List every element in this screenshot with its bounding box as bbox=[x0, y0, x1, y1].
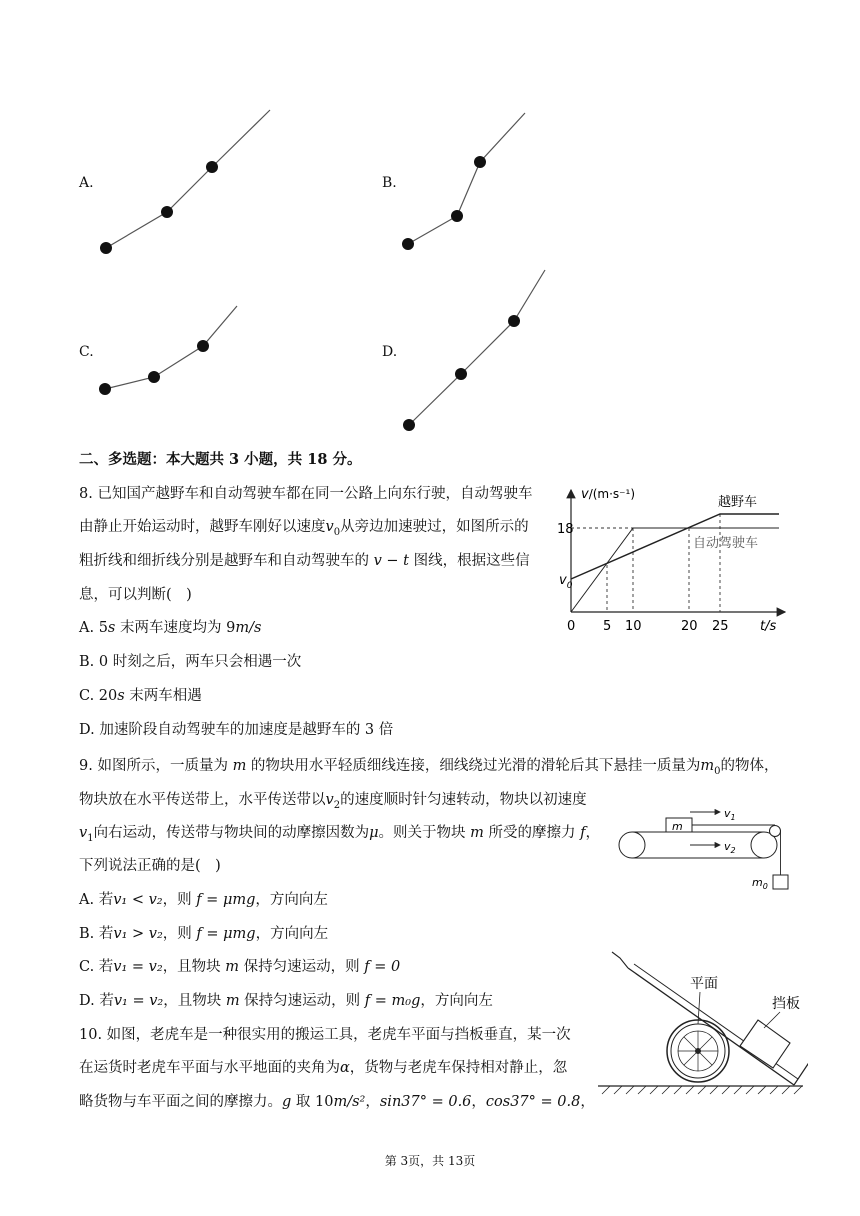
q8-option-a[interactable]: A. 5s 末两车速度均为 9m/s bbox=[79, 620, 262, 636]
q8-option-d[interactable]: D. 加速阶段自动驾驶车的加速度是越野车的 3 倍 bbox=[79, 722, 394, 738]
y-tick-18: 18 bbox=[557, 522, 574, 537]
legend-suv: 越野车 bbox=[718, 495, 758, 510]
pulley bbox=[770, 826, 781, 837]
vt-graph bbox=[555, 480, 795, 640]
q8-line4: 息，可以判断( ) bbox=[79, 587, 192, 603]
option-d-label: D. bbox=[382, 344, 398, 360]
q9-option-d[interactable]: D. 若v₁ = v₂，且物块 m 保持匀速运动，则 f = m₀g，方向向左 bbox=[79, 993, 493, 1009]
option-a-label: A. bbox=[79, 175, 94, 191]
q9-line2: 物块放在水平传送带上，水平传送带以$v_2$的速度顺时针匀速转动，物块以初速度 bbox=[79, 792, 587, 811]
hanging-mass-m0 bbox=[773, 875, 788, 889]
x-axis-label: t/s bbox=[760, 619, 777, 634]
q9-option-b[interactable]: B. 若v₁ > v₂，则 f = μmg，方向向左 bbox=[79, 926, 329, 942]
q8-line2: 由静止开始运动时，越野车刚好以速度$v_0$从旁边加速驶过，如图所示的 bbox=[79, 519, 529, 538]
x-tick-20: 20 bbox=[681, 619, 698, 634]
option-a-figure bbox=[95, 100, 280, 260]
option-c-label: C. bbox=[79, 344, 94, 360]
q8-option-b[interactable]: B. 0 时刻之后，两车只会相遇一次 bbox=[79, 654, 302, 670]
q10-line2: 在运货时老虎车平面与水平地面的夹角为α，货物与老虎车保持相对静止，忽 bbox=[79, 1060, 568, 1076]
svg-text:m: m bbox=[672, 820, 683, 833]
q8-line1: 8. 已知国产越野车和自动驾驶车都在同一公路上向东行驶，自动驾驶车 bbox=[79, 486, 533, 502]
page-footer: 第 3页，共 13页 bbox=[384, 1154, 476, 1168]
option-d-figure bbox=[398, 262, 553, 434]
label-plane: 平面 bbox=[690, 976, 718, 992]
y-tick-v0: $v_0$ bbox=[559, 573, 573, 591]
q8-option-c[interactable]: C. 20s 末两车相遇 bbox=[79, 688, 202, 704]
option-b-figure bbox=[398, 105, 533, 255]
q9-line1: 9. 如图所示，一质量为 m 的物块用水平轻质细线连接，细线绕过光滑的滑轮后其下悬挂一质量为$m_0$的物体， bbox=[79, 758, 779, 777]
q9-option-c[interactable]: C. 若v₁ = v₂，且物块 m 保持匀速运动，则 f = 0 bbox=[79, 959, 401, 975]
q9-line3: $v_1$向右运动，传送带与物块间的动摩擦因数为μ。则关于物块 m 所受的摩擦力 f， bbox=[79, 825, 600, 844]
y-axis-label: v/(m·s⁻¹) bbox=[581, 487, 636, 502]
x-tick-10: 10 bbox=[625, 619, 642, 634]
x-tick-0: 0 bbox=[567, 619, 576, 634]
legend-auto: 自动驾驶车 bbox=[693, 536, 759, 551]
x-tick-5: 5 bbox=[603, 619, 612, 634]
m0-label: $m_0$ bbox=[752, 876, 768, 891]
label-board: 挡板 bbox=[772, 996, 800, 1012]
q10-line1: 10. 如图，老虎车是一种很实用的搬运工具，老虎车平面与挡板垂直，某一次 bbox=[79, 1027, 571, 1043]
option-c-figure bbox=[95, 298, 245, 398]
x-tick-25: 25 bbox=[712, 619, 729, 634]
option-b-label: B. bbox=[382, 175, 397, 191]
v2-label: $v_2$ bbox=[724, 840, 736, 855]
q8-line3: 粗折线和细折线分别是越野车和自动驾驶车的 v − t 图线，根据这些信 bbox=[79, 553, 530, 569]
v1-label: $v_1$ bbox=[724, 807, 736, 822]
q9-line4: 下列说法正确的是( ) bbox=[79, 858, 221, 874]
conveyor-belt-figure bbox=[612, 800, 802, 895]
q10-line3: 略货物与车平面之间的摩擦力。g 取 10m/s²，sin37° = 0.6，cos37° = 0.8， bbox=[79, 1094, 595, 1110]
hand-truck-figure bbox=[598, 948, 808, 1096]
section-title: 二、多选题：本大题共 3 小题，共 18 分。 bbox=[79, 451, 362, 468]
q9-option-a[interactable]: A. 若v₁ < v₂，则 f = μmg，方向向左 bbox=[79, 892, 328, 908]
